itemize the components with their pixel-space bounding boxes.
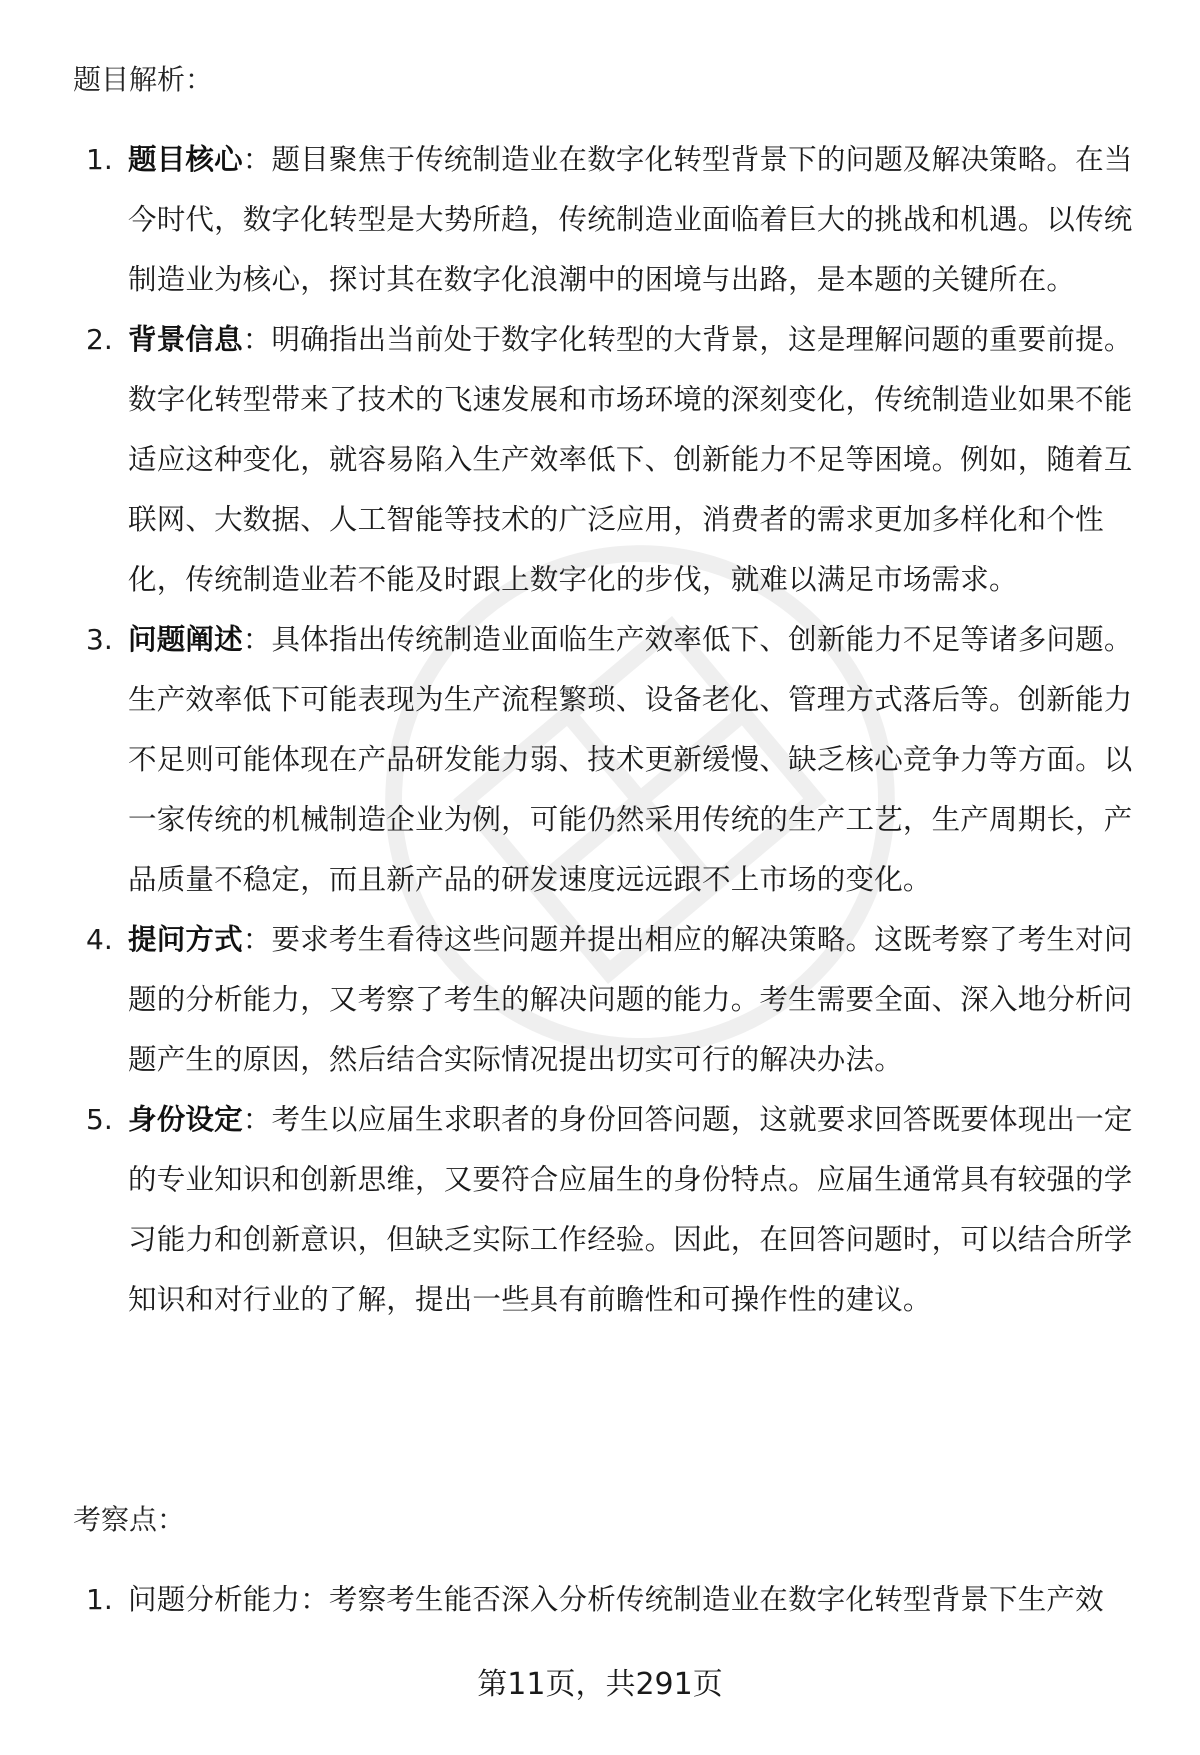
list-item-term: 题目核心 [128,143,243,176]
list-item-separator: ： [242,623,272,656]
list-item [0,130,1200,310]
list-item-body: 题目聚焦于传统制造业在数字化转型背景下的问题及解决策略。在当今时代，数字化转型是大势所趋，传统制造业面临着巨大的挑战和机遇。以传统制造业为核心，探讨其在数字化浪潮中的困境与出路，是本题的关键所在。 [128,143,1133,296]
assessment-heading: 考察点： [73,1503,186,1536]
list-item-body: 考生以应届生求职者的身份回答问题，这就要求回答既要体现出一定的专业知识和创新思维，又要符合应届生的身份特点。应届生通常具有较强的学习能力和创新意识，但缺乏实际工作经验。因此，在回答问题时，可以结合所学知识和对行业的了解，提出一些具有前瞻性和可操作性的建议。 [128,1103,1133,1316]
list-item [0,310,1200,610]
list-item-text [128,1090,1138,1330]
list-item-separator: ： [242,923,272,956]
list-item-text [128,610,1138,910]
list-item-text: 问题分析能力：考察考生能否深入分析传统制造业在数字化转型背景下生产效 [128,1583,1104,1616]
list-item-term: 问题阐述 [128,623,243,656]
list-item-text [128,910,1138,1090]
list-item-term: 提问方式 [128,923,243,956]
list-item-text [128,130,1138,310]
list-item [0,1090,1200,1330]
list-item-term: 背景信息 [128,323,243,356]
list-item-separator: ： [242,143,272,176]
list-item-number: 1. [86,1583,113,1616]
list-item-term: 身份设定 [128,1103,243,1136]
list-item-number: 3. [86,623,113,656]
page-number-footer: 第11页，共291页 [477,1667,723,1702]
list-item-number: 5. [86,1103,113,1136]
assessment-list [0,1570,1200,1630]
analysis-heading: 题目解析： [73,63,214,96]
list-item-separator: ： [242,323,272,356]
list-item-number: 2. [86,323,113,356]
list-item-number: 1. [86,143,113,176]
list-item-body: 具体指出传统制造业面临生产效率低下、创新能力不足等诸多问题。生产效率低下可能表现为生产流程繁琐、设备老化、管理方式落后等。创新能力不足则可能体现在产品研发能力弱、技术更新缓慢、缺乏核心竞争力等方面。以一家传统的机械制造企业为例，可能仍然采用传统的生产工艺，生产周期长，产品质量不稳定，而且新产品的研发速度远远跟不上市场的变化。 [128,623,1133,896]
list-item-body: 明确指出当前处于数字化转型的大背景，这是理解问题的重要前提。数字化转型带来了技术的飞速发展和市场环境的深刻变化，传统制造业如果不能适应这种变化，就容易陷入生产效率低下、创新能力不足等困境。例如，随着互联网、大数据、人工智能等技术的广泛应用，消费者的需求更加多样化和个性化，传统制造业若不能及时跟上数字化的步伐，就难以满足市场需求。 [128,323,1133,596]
list-item [0,910,1200,1090]
analysis-list [0,130,1200,1330]
list-item-body: 要求考生看待这些问题并提出相应的解决策略。这既考察了考生对问题的分析能力，又考察了考生的解决问题的能力。考生需要全面、深入地分析问题产生的原因，然后结合实际情况提出切实可行的解决办法。 [128,923,1133,1076]
list-item-number: 4. [86,923,113,956]
list-item [0,1570,1200,1630]
list-item-text [128,310,1138,610]
list-item [0,610,1200,910]
list-item-separator: ： [242,1103,272,1136]
